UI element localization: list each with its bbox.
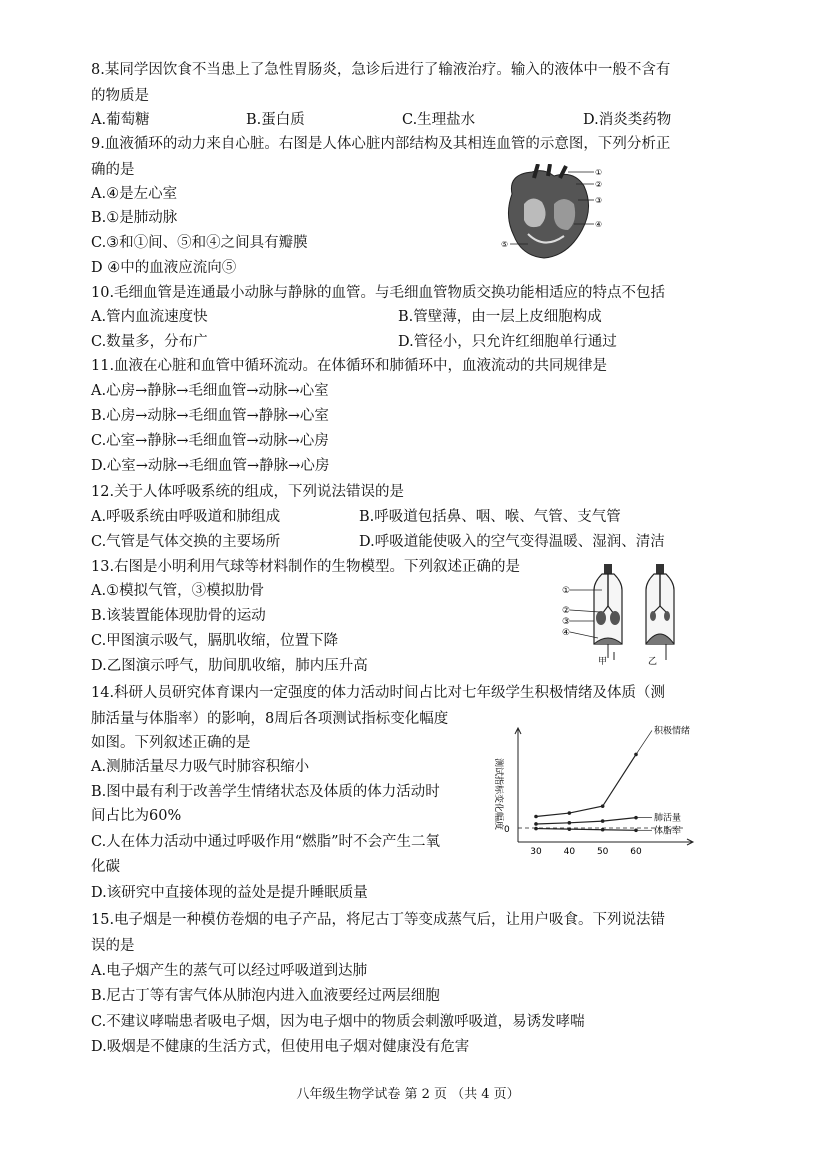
q8-stem-line1: 8.某同学因饮食不当患上了急性胃肠炎，急诊后进行了输液治疗。输入的液体中一般不含有 (91, 62, 671, 78)
chart-x-tick-40: 40 (563, 847, 576, 857)
q14-option-d[interactable]: D.该研究中直接体现的益处是提升睡眠质量 (91, 885, 368, 901)
q9-stem-line1: 9.血液循环的动力来自心脏。右图是人体心脏内部结构及其相连血管的示意图，下列分析正 (91, 136, 671, 152)
q8-option-d[interactable]: D.消炎类药物 (583, 112, 672, 128)
q15-stem-line1: 15.电子烟是一种模仿卷烟的电子产品，将尼古丁等变成蒸气后，让用户吸食。下列说法错 (91, 912, 666, 928)
chart-x-tick-50: 50 (596, 847, 609, 857)
chart-x-tick-60: 60 (630, 847, 642, 857)
chart-point-1-2 (601, 819, 605, 823)
heart-label-4: ④ (595, 220, 603, 229)
chart-line-1 (536, 818, 636, 824)
q11-option-c[interactable]: C.心室→静脉→毛细血管→动脉→心房 (91, 433, 329, 449)
q14-stem-line1: 14.科研人员研究体育课内一定强度的体力活动时间占比对七年级学生积极情绪及体质（测 (91, 685, 666, 701)
q15-stem-line2: 误的是 (91, 938, 135, 954)
q13-stem: 13.右图是小明利用气球等材料制作的生物模型。下列叙述正确的是 (91, 559, 521, 575)
q15-option-c[interactable]: C.不建议哮喘患者吸电子烟，因为电子烟中的物质会刺激呼吸道，易诱发哮喘 (91, 1014, 585, 1030)
q13-option-c[interactable]: C.甲图演示吸气，膈肌收缩，位置下降 (91, 633, 339, 649)
q12-option-c[interactable]: C.气管是气体交换的主要场所 (91, 534, 281, 550)
q9-option-a[interactable]: A.④是左心室 (91, 186, 178, 202)
q10-stem: 10.毛细血管是连通最小动脉与静脉的血管。与毛细血管物质交换功能相适应的特点不包括 (91, 285, 666, 301)
q10-option-c[interactable]: C.数量多，分布广 (91, 334, 208, 350)
chart-line-2 (536, 829, 636, 831)
q11-option-a[interactable]: A.心房→静脉→毛细血管→动脉→心室 (91, 383, 329, 399)
model-jia-label: 甲 (598, 657, 608, 667)
q12-option-b[interactable]: B.呼吸道包括鼻、咽、喉、气管、支气管 (359, 509, 621, 525)
heart-label-1: ① (595, 168, 603, 177)
chart-point-2-2 (601, 828, 605, 832)
q10-option-d[interactable]: D.管径小，只允许红细胞单行通过 (398, 334, 617, 350)
q12-option-a[interactable]: A.呼吸系统由呼吸道和肺组成 (91, 509, 281, 525)
chart-leader-0 (636, 730, 652, 754)
heart-label-2: ② (595, 180, 603, 189)
model-label-3: ③ (562, 617, 571, 627)
q15-option-d[interactable]: D.吸烟是不健康的生活方式，但使用电子烟对健康没有危害 (91, 1039, 470, 1055)
activity-chart (478, 722, 698, 862)
chart-y-tick-0: 0 (504, 825, 510, 835)
chart-y-axis-label: 测试指标变化幅度 (493, 757, 503, 831)
chart-series-label-0: 积极情绪 (654, 726, 691, 737)
heart-label-3: ③ (595, 196, 603, 205)
q8-stem-line2: 的物质是 (91, 88, 149, 104)
q11-option-b[interactable]: B.心房→动脉→毛细血管→静脉→心室 (91, 408, 329, 424)
heart-diagram (498, 164, 608, 264)
q9-option-b[interactable]: B.①是肺动脉 (91, 210, 178, 226)
lung-model-diagram (562, 562, 692, 670)
q12-stem: 12.关于人体呼吸系统的组成，下列说法错误的是 (91, 484, 405, 500)
q8-option-a[interactable]: A.葡萄糖 (91, 112, 150, 128)
q9-stem-line2: 确的是 (91, 162, 135, 178)
q15-option-a[interactable]: A.电子烟产生的蒸气可以经过呼吸道到达肺 (91, 963, 368, 979)
chart-point-0-2 (601, 804, 605, 808)
q13-option-b[interactable]: B.该装置能体现肋骨的运动 (91, 608, 266, 624)
model-label-1: ① (562, 586, 571, 596)
q9-option-c[interactable]: C.③和①间、⑤和④之间具有瓣膜 (91, 235, 308, 251)
q12-option-d[interactable]: D.呼吸道能使吸入的空气变得温暖、湿润、清洁 (359, 534, 665, 550)
q14-option-a[interactable]: A.测肺活量尽力吸气时肺容积缩小 (91, 759, 310, 775)
q14-stem-line2: 肺活量与体脂率）的影响，8周后各项测试指标变化幅度 (91, 711, 449, 727)
chart-series-label-2: 体脂率 (654, 826, 682, 837)
q14-stem-line3: 如图。下列叙述正确的是 (91, 735, 251, 751)
chart-x-tick-30: 30 (530, 847, 542, 857)
model-label-4: ④ (562, 628, 571, 638)
q14-option-c-line1[interactable]: C.人在体力活动中通过呼吸作用“燃脂”时不会产生二氧 (91, 834, 441, 850)
chart-point-1-0 (534, 822, 538, 826)
q14-option-b-line1[interactable]: B.图中最有利于改善学生情绪状态及体质的体力活动时 (91, 784, 440, 800)
q11-option-d[interactable]: D.心室→动脉→毛细血管→静脉→心房 (91, 458, 330, 474)
model-label-2: ② (562, 606, 571, 616)
q11-stem: 11.血液在心脏和血管中循环流动。在体循环和肺循环中，血液流动的共同规律是 (91, 358, 608, 374)
q8-option-b[interactable]: B.蛋白质 (246, 112, 305, 128)
q9-option-d[interactable]: D ④中的血液应流向⑤ (91, 260, 237, 276)
chart-point-0-1 (568, 811, 572, 815)
q8-option-c[interactable]: C.生理盐水 (402, 112, 476, 128)
model-yi-label: 乙 (648, 657, 658, 667)
chart-line-0 (536, 754, 636, 816)
q10-option-a[interactable]: A.管内血流速度快 (91, 309, 208, 325)
chart-point-2-1 (568, 827, 572, 831)
page-footer: 八年级生物学试卷 第 2 页 （共 4 页） (296, 1087, 520, 1102)
chart-point-1-1 (568, 821, 572, 825)
chart-series-label-1: 肺活量 (654, 813, 682, 824)
heart-label-5: ⑤ (501, 240, 509, 249)
q15-option-b[interactable]: B.尼古丁等有害气体从肺泡内进入血液要经过两层细胞 (91, 988, 440, 1004)
chart-point-0-0 (534, 815, 538, 819)
chart-point-2-0 (534, 827, 538, 831)
q13-option-d[interactable]: D.乙图演示呼气，肋间肌收缩，肺内压升高 (91, 658, 368, 674)
q14-option-c-line2[interactable]: 化碳 (91, 859, 120, 875)
q10-option-b[interactable]: B.管壁薄，由一层上皮细胞构成 (398, 309, 602, 325)
q13-option-a[interactable]: A.①模拟气管，③模拟肋骨 (91, 583, 265, 599)
q14-option-b-line2[interactable]: 间占比为60% (91, 808, 182, 824)
